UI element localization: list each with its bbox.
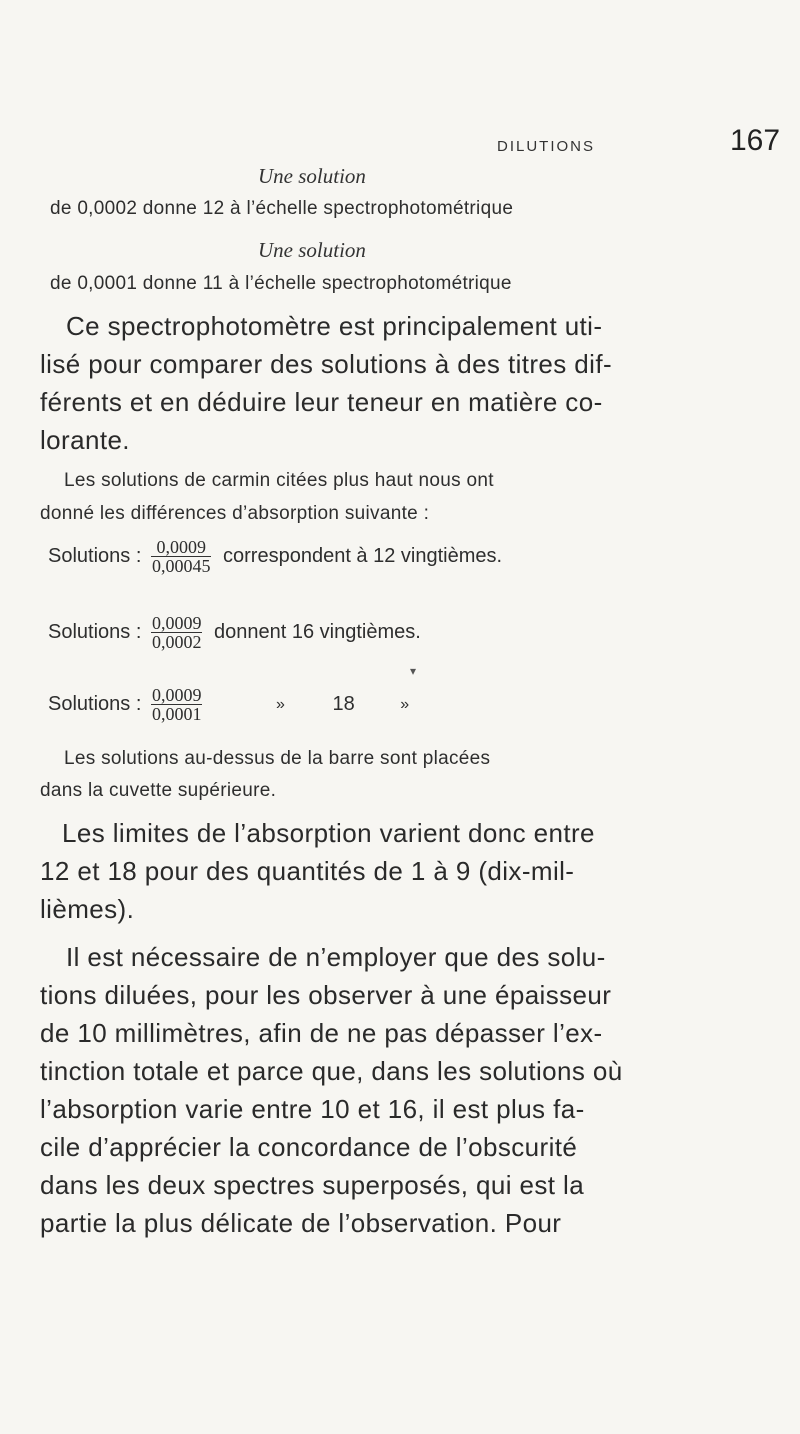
solutions-row-2 [48,614,421,651]
paragraph-line: férents et en déduire leur teneur en matière co- [40,387,603,417]
page-number: 167 [730,124,781,157]
paragraph-line: lisé pour comparer des solutions à des titres dif- [40,349,613,379]
paragraph-line: partie la plus délicate de l’observation. Pour [40,1208,562,1238]
ink-speck: ▾ [410,664,417,678]
fraction-denominator: 0,00045 [151,556,211,576]
fraction-denominator: 0,0002 [151,632,202,652]
solution-line-2: de 0,0001 donne 11 à l’échelle spectrophotométrique [50,273,512,294]
solutions-row-3 [48,686,409,723]
solutions-label: Solutions : [48,621,142,643]
fraction-numerator: 0,0009 [151,613,202,633]
paragraph-line: lorante. [40,425,130,455]
ditto-mark-left: » [276,695,285,713]
solutions-result: donnent 16 vingtièmes. [214,621,421,643]
concentration-fraction [151,614,203,651]
paragraph-line: Les limites de l’absorption varient donc entre [62,818,595,848]
paragraph-line: lièmes). [40,894,135,924]
paragraph-line: de 10 millimètres, afin de ne pas dépasser l’ex- [40,1018,603,1048]
paragraph-line: Ce spectrophotomètre est principalement uti- [66,311,603,341]
paragraph-line: cile d’apprécier la concordance de l’obscurité [40,1132,578,1162]
fraction-numerator: 0,0009 [151,538,212,557]
fraction-numerator: 0,0009 [151,685,202,705]
solutions-row-1 [48,538,502,575]
paragraph-line: Les solutions de carmin citées plus haut nous ont [64,470,494,491]
running-title: DILUTIONS [497,138,596,155]
paragraph-line: Il est nécessaire de n’employer que des solu- [66,942,606,972]
concentration-fraction [151,686,203,723]
concentration-fraction [151,538,212,575]
paragraph-line: dans la cuvette supérieure. [40,780,277,801]
fraction-denominator: 0,0001 [151,704,202,724]
paragraph-line: l’absorption varie entre 10 et 16, il est plus fa- [40,1094,585,1124]
paragraph-line: donné les différences d’absorption suivante : [40,503,430,524]
paragraph-line: dans les deux spectres superposés, qui est la [40,1170,585,1200]
paragraph-line: tinction totale et parce que, dans les solutions où [40,1056,623,1086]
solutions-value: 18 [332,693,355,715]
paragraph-line: 12 et 18 pour des quantités de 1 à 9 (dix-mil- [40,856,575,886]
solutions-result: correspondent à 12 vingtièmes. [223,545,503,567]
solutions-label: Solutions : [48,545,142,567]
solution-line-1: de 0,0002 donne 12 à l’échelle spectrophotométrique [50,198,514,219]
subhead-une-solution-1: Une solution [258,164,366,188]
solutions-label: Solutions : [48,693,142,715]
paragraph-line: Les solutions au-dessus de la barre sont placées [64,748,491,769]
paragraph-line: tions diluées, pour les observer à une épaisseur [40,980,612,1010]
ditto-mark-right: » [400,695,410,713]
subhead-une-solution-2: Une solution [258,238,366,262]
